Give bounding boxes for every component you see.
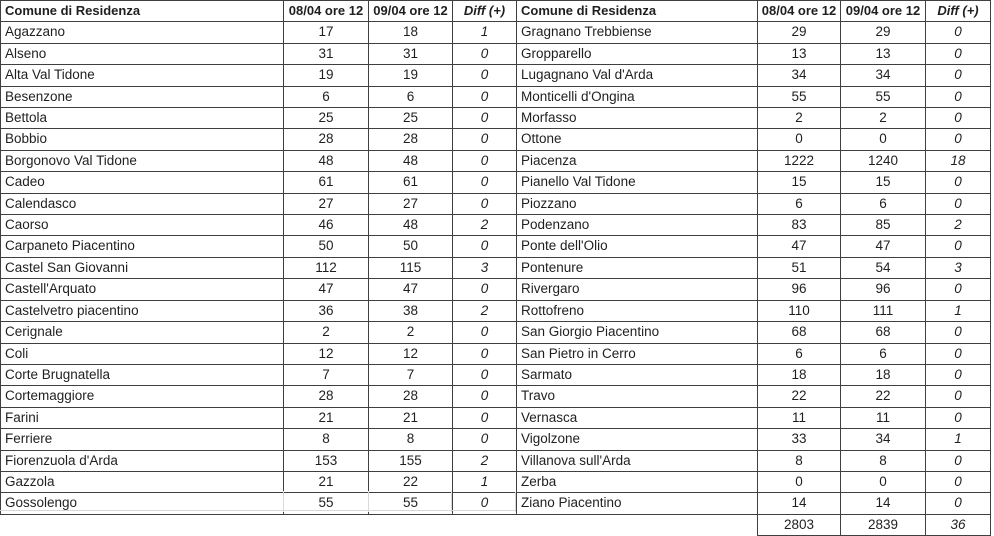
table-row (517, 108, 991, 129)
count-0904-cell: 6 (841, 343, 926, 364)
comune-cell: Alseno (1, 43, 284, 64)
count-0904-cell: 48 (369, 215, 453, 236)
table-row (517, 236, 991, 257)
diff-cell: 3 (926, 257, 991, 278)
comune-cell: Besenzone (1, 86, 284, 107)
diff-cell: 0 (926, 493, 991, 514)
table-row (1, 407, 517, 428)
comune-cell: Agazzano (1, 22, 284, 43)
diff-cell: 0 (926, 450, 991, 471)
comune-cell: Borgonovo Val Tidone (1, 150, 284, 171)
table-row (517, 407, 991, 428)
count-0804-cell: 46 (284, 215, 369, 236)
diff-cell: 0 (453, 65, 517, 86)
count-0804-cell: 47 (758, 236, 841, 257)
count-0804-cell: 6 (758, 193, 841, 214)
table-row (517, 450, 991, 471)
table-row (1, 65, 517, 86)
comuni-table-right (516, 0, 991, 536)
comune-cell: Piacenza (517, 150, 758, 171)
count-0904-cell: 15 (841, 172, 926, 193)
comune-cell: Castell'Arquato (1, 279, 284, 300)
count-0904-cell: 155 (369, 450, 453, 471)
diff-cell: 0 (926, 236, 991, 257)
count-0904-cell: 14 (841, 493, 926, 514)
table-row (1, 343, 517, 364)
table-row (1, 493, 517, 514)
count-0904-cell: 6 (369, 86, 453, 107)
table-row (1, 364, 517, 385)
diff-cell: 0 (926, 86, 991, 107)
count-0904-cell: 34 (841, 429, 926, 450)
count-0804-cell: 0 (758, 129, 841, 150)
diff-cell: 0 (926, 364, 991, 385)
comune-cell: Carpaneto Piacentino (1, 236, 284, 257)
header-0904: 09/04 ore 12 (841, 1, 926, 22)
count-0804-cell: 31 (284, 43, 369, 64)
table-row (1, 22, 517, 43)
left-table-body (1, 22, 517, 514)
diff-cell: 0 (453, 386, 517, 407)
count-0804-cell: 48 (284, 150, 369, 171)
comune-cell: San Pietro in Cerro (517, 343, 758, 364)
count-0804-cell: 27 (284, 193, 369, 214)
count-0904-cell: 111 (841, 300, 926, 321)
table-row (1, 150, 517, 171)
count-0904-cell: 6 (841, 193, 926, 214)
diff-cell: 2 (453, 215, 517, 236)
gridline-vertical (368, 491, 369, 512)
count-0804-cell: 28 (284, 386, 369, 407)
count-0904-cell: 85 (841, 215, 926, 236)
table-row (1, 279, 517, 300)
table-row (1, 215, 517, 236)
comune-cell: Bettola (1, 108, 284, 129)
table-row (517, 86, 991, 107)
table-row (517, 279, 991, 300)
count-0904-cell: 2 (841, 108, 926, 129)
count-0904-cell: 68 (841, 322, 926, 343)
diff-cell: 3 (453, 257, 517, 278)
diff-cell: 18 (926, 150, 991, 171)
gridline-vertical (515, 492, 516, 512)
diff-cell: 0 (926, 65, 991, 86)
count-0804-cell: 29 (758, 22, 841, 43)
diff-cell: 2 (453, 450, 517, 471)
count-0904-cell: 55 (841, 86, 926, 107)
table-row (1, 429, 517, 450)
table-row (517, 364, 991, 385)
count-0804-cell: 15 (758, 172, 841, 193)
diff-cell: 0 (926, 471, 991, 492)
comune-cell: Caorso (1, 215, 284, 236)
table-row (1, 172, 517, 193)
comune-cell: Farini (1, 407, 284, 428)
comune-cell: Fiorenzuola d'Arda (1, 450, 284, 471)
comune-cell: Castelvetro piacentino (1, 300, 284, 321)
count-0804-cell: 34 (758, 65, 841, 86)
count-0904-cell: 18 (841, 364, 926, 385)
diff-cell: 0 (453, 364, 517, 385)
table-row (1, 471, 517, 492)
header-0904: 09/04 ore 12 (369, 1, 453, 22)
count-0904-cell: 28 (369, 129, 453, 150)
table-row (1, 108, 517, 129)
table-row (517, 300, 991, 321)
header-diff: Diff (+) (453, 1, 517, 22)
diff-cell: 1 (453, 22, 517, 43)
count-0804-cell: 14 (758, 493, 841, 514)
comune-cell: Rivergaro (517, 279, 758, 300)
count-0904-cell: 54 (841, 257, 926, 278)
comune-cell: Gazzola (1, 471, 284, 492)
table-row (1, 300, 517, 321)
table-row (517, 150, 991, 171)
count-0804-cell: 96 (758, 279, 841, 300)
count-0804-cell: 50 (284, 236, 369, 257)
count-0804-cell: 11 (758, 407, 841, 428)
diff-cell: 0 (926, 172, 991, 193)
diff-cell: 0 (453, 193, 517, 214)
diff-cell: 0 (453, 129, 517, 150)
comune-cell: Cortemaggiore (1, 386, 284, 407)
diff-cell: 0 (453, 322, 517, 343)
diff-cell: 2 (453, 300, 517, 321)
diff-cell: 1 (926, 300, 991, 321)
count-0904-cell: 22 (841, 386, 926, 407)
comune-cell: Coli (1, 343, 284, 364)
count-0904-cell: 8 (369, 429, 453, 450)
diff-cell: 0 (926, 43, 991, 64)
count-0804-cell: 17 (284, 22, 369, 43)
diff-cell: 0 (453, 493, 517, 514)
table-row (1, 129, 517, 150)
comune-cell: Monticelli d'Ongina (517, 86, 758, 107)
count-0804-cell: 153 (284, 450, 369, 471)
count-0904-cell: 25 (369, 108, 453, 129)
count-0804-cell: 61 (284, 172, 369, 193)
count-0804-cell: 1222 (758, 150, 841, 171)
count-0904-cell: 7 (369, 364, 453, 385)
comune-cell: Gossolengo (1, 493, 284, 514)
comune-cell: Vigolzone (517, 429, 758, 450)
count-0804-cell: 2 (758, 108, 841, 129)
count-0904-cell: 27 (369, 193, 453, 214)
header-diff: Diff (+) (926, 1, 991, 22)
table-row (517, 193, 991, 214)
table-row (1, 322, 517, 343)
gridline-vertical (451, 491, 452, 512)
comune-cell: Cerignale (1, 322, 284, 343)
count-0804-cell: 8 (284, 429, 369, 450)
count-0804-cell: 55 (284, 493, 369, 514)
count-0904-cell: 28 (369, 386, 453, 407)
comune-cell: Cadeo (1, 172, 284, 193)
count-0804-cell: 51 (758, 257, 841, 278)
table-row (517, 215, 991, 236)
count-0804-cell: 36 (284, 300, 369, 321)
table-row (517, 43, 991, 64)
comune-cell: Pontenure (517, 257, 758, 278)
table-row (1, 450, 517, 471)
comune-cell: Villanova sull'Arda (517, 450, 758, 471)
count-0804-cell: 47 (284, 279, 369, 300)
diff-cell: 0 (926, 108, 991, 129)
diff-cell: 0 (453, 86, 517, 107)
count-0804-cell: 110 (758, 300, 841, 321)
count-0904-cell: 18 (369, 22, 453, 43)
count-0904-cell: 55 (369, 493, 453, 514)
count-0804-cell: 18 (758, 364, 841, 385)
count-0804-cell: 112 (284, 257, 369, 278)
count-0904-cell: 96 (841, 279, 926, 300)
header-comune: Comune di Residenza (1, 1, 284, 22)
header-row (1, 1, 517, 22)
diff-cell: 0 (453, 43, 517, 64)
table-row (517, 343, 991, 364)
comune-cell: Gropparello (517, 43, 758, 64)
count-0904-cell: 47 (369, 279, 453, 300)
count-0804-cell: 8 (758, 450, 841, 471)
diff-cell: 0 (453, 429, 517, 450)
total-diff-cell: 36 (926, 514, 991, 535)
count-0804-cell: 7 (284, 364, 369, 385)
table-row (517, 22, 991, 43)
comune-cell: Ponte dell'Olio (517, 236, 758, 257)
count-0904-cell: 19 (369, 65, 453, 86)
comune-cell: San Giorgio Piacentino (517, 322, 758, 343)
count-0804-cell: 22 (758, 386, 841, 407)
count-0904-cell: 22 (369, 471, 453, 492)
count-0804-cell: 19 (284, 65, 369, 86)
comune-cell: Corte Brugnatella (1, 364, 284, 385)
gridline-horizontal (0, 510, 516, 511)
count-0904-cell: 61 (369, 172, 453, 193)
comune-cell: Castel San Giovanni (1, 257, 284, 278)
header-0804: 08/04 ore 12 (758, 1, 841, 22)
comune-cell: Lugagnano Val d'Arda (517, 65, 758, 86)
count-0904-cell: 0 (841, 129, 926, 150)
count-0804-cell: 12 (284, 343, 369, 364)
count-0804-cell: 28 (284, 129, 369, 150)
table-row (1, 257, 517, 278)
comune-cell: Calendasco (1, 193, 284, 214)
count-0804-cell: 33 (758, 429, 841, 450)
count-0904-cell: 0 (841, 471, 926, 492)
table-row (1, 193, 517, 214)
table-row (517, 257, 991, 278)
table-row (517, 65, 991, 86)
count-0904-cell: 8 (841, 450, 926, 471)
count-0904-cell: 115 (369, 257, 453, 278)
comune-cell: Alta Val Tidone (1, 65, 284, 86)
comune-cell: Ferriere (1, 429, 284, 450)
diff-cell: 1 (926, 429, 991, 450)
totals-empty-cell (517, 514, 758, 535)
count-0804-cell: 6 (758, 343, 841, 364)
count-0904-cell: 13 (841, 43, 926, 64)
count-0904-cell: 48 (369, 150, 453, 171)
count-0904-cell: 34 (841, 65, 926, 86)
diff-cell: 0 (453, 343, 517, 364)
table-row (1, 86, 517, 107)
comune-cell: Ziano Piacentino (517, 493, 758, 514)
comune-cell: Ottone (517, 129, 758, 150)
diff-cell: 0 (926, 22, 991, 43)
comuni-table-left (0, 0, 517, 515)
comune-cell: Pianello Val Tidone (517, 172, 758, 193)
diff-cell: 0 (926, 193, 991, 214)
count-0804-cell: 0 (758, 471, 841, 492)
diff-cell: 0 (453, 172, 517, 193)
diff-cell: 0 (926, 386, 991, 407)
table-row (517, 386, 991, 407)
total-0804-cell: 2803 (758, 514, 841, 535)
comune-cell: Podenzano (517, 215, 758, 236)
diff-cell: 0 (926, 343, 991, 364)
comune-cell: Gragnano Trebbiense (517, 22, 758, 43)
count-0904-cell: 47 (841, 236, 926, 257)
comune-cell: Rottofreno (517, 300, 758, 321)
table-row (517, 322, 991, 343)
diff-cell: 0 (453, 279, 517, 300)
comune-cell: Piozzano (517, 193, 758, 214)
count-0804-cell: 13 (758, 43, 841, 64)
diff-cell: 0 (453, 407, 517, 428)
header-comune: Comune di Residenza (517, 1, 758, 22)
count-0904-cell: 29 (841, 22, 926, 43)
table-row (1, 43, 517, 64)
count-0804-cell: 68 (758, 322, 841, 343)
count-0804-cell: 2 (284, 322, 369, 343)
count-0804-cell: 21 (284, 471, 369, 492)
diff-cell: 0 (453, 108, 517, 129)
count-0804-cell: 25 (284, 108, 369, 129)
diff-cell: 0 (926, 407, 991, 428)
table-row (1, 236, 517, 257)
table-row (1, 386, 517, 407)
comune-cell: Bobbio (1, 129, 284, 150)
count-0904-cell: 2 (369, 322, 453, 343)
count-0904-cell: 21 (369, 407, 453, 428)
table-row (517, 493, 991, 514)
total-0904-cell: 2839 (841, 514, 926, 535)
diff-cell: 0 (926, 322, 991, 343)
comune-cell: Vernasca (517, 407, 758, 428)
diff-cell: 0 (926, 129, 991, 150)
count-0804-cell: 83 (758, 215, 841, 236)
count-0904-cell: 50 (369, 236, 453, 257)
right-table-body (517, 22, 991, 514)
table-row (517, 129, 991, 150)
table-row (517, 429, 991, 450)
count-0904-cell: 1240 (841, 150, 926, 171)
count-0804-cell: 55 (758, 86, 841, 107)
table-row (517, 172, 991, 193)
diff-cell: 0 (453, 236, 517, 257)
table-row (517, 471, 991, 492)
header-0804: 08/04 ore 12 (284, 1, 369, 22)
header-row (517, 1, 991, 22)
diff-cell: 2 (926, 215, 991, 236)
count-0904-cell: 31 (369, 43, 453, 64)
count-0904-cell: 11 (841, 407, 926, 428)
count-0904-cell: 12 (369, 343, 453, 364)
comune-cell: Zerba (517, 471, 758, 492)
gridline-vertical (283, 491, 284, 512)
comune-cell: Morfasso (517, 108, 758, 129)
diff-cell: 1 (453, 471, 517, 492)
comune-cell: Sarmato (517, 364, 758, 385)
totals-row (517, 514, 991, 535)
count-0804-cell: 6 (284, 86, 369, 107)
comune-cell: Travo (517, 386, 758, 407)
count-0804-cell: 21 (284, 407, 369, 428)
diff-cell: 0 (926, 279, 991, 300)
count-0904-cell: 38 (369, 300, 453, 321)
diff-cell: 0 (453, 150, 517, 171)
